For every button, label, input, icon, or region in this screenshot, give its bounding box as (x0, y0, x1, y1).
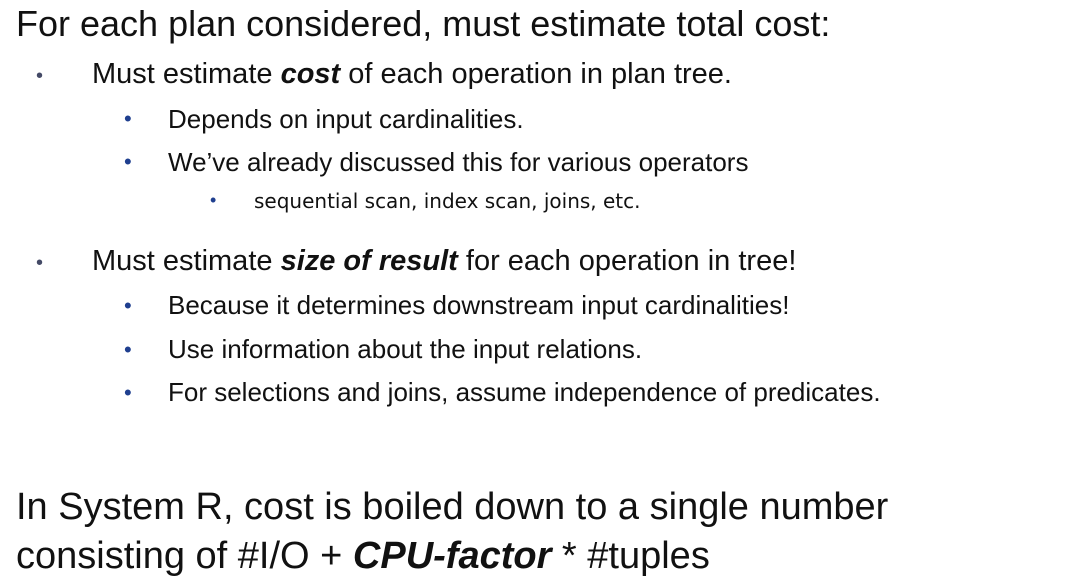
footer-line-2-before: consisting of #I/O + (16, 535, 353, 577)
bullet-dot: • (124, 106, 132, 131)
section-2-subitem: Because it determines downstream input cardinalities! (168, 290, 790, 320)
footer-line-1: In System R, cost is boiled down to a single number (16, 486, 889, 528)
section-1-text-after: of each operation in plan tree. (340, 58, 732, 90)
section-2-subitem: For selections and joins, assume independence of predicates. (168, 377, 881, 407)
section-1-subitem: We’ve already discussed this for various operators (168, 147, 749, 177)
bullet-dot: • (124, 149, 132, 174)
section-1-subitem: Depends on input cardinalities. (168, 104, 524, 134)
section-1-subsubitem: sequential scan, index scan, joins, etc. (254, 189, 641, 213)
section-2-line (92, 247, 796, 276)
section-2-emphasis: size of result (280, 245, 458, 277)
section-2-text-before: Must estimate (92, 245, 281, 277)
section-1-line (92, 60, 732, 89)
section-2-text-after: for each operation in tree! (457, 245, 797, 277)
slide-heading: For each plan considered, must estimate total cost: (16, 3, 831, 44)
bullet-dot: • (36, 252, 44, 274)
bullet-dot: • (124, 293, 132, 318)
bullet-dot: • (36, 65, 44, 87)
section-2-subitem: Use information about the input relations. (168, 334, 643, 364)
section-1-text-before: Must estimate (92, 58, 281, 90)
footer-line-2 (16, 537, 710, 575)
bullet-dot: • (210, 190, 217, 210)
bullet-dot: • (124, 337, 132, 362)
section-1-emphasis: cost (280, 58, 341, 90)
bullet-dot: • (124, 380, 132, 405)
footer-emphasis: CPU-factor (352, 535, 552, 577)
footer-line-2-after: * #tuples (551, 535, 710, 577)
